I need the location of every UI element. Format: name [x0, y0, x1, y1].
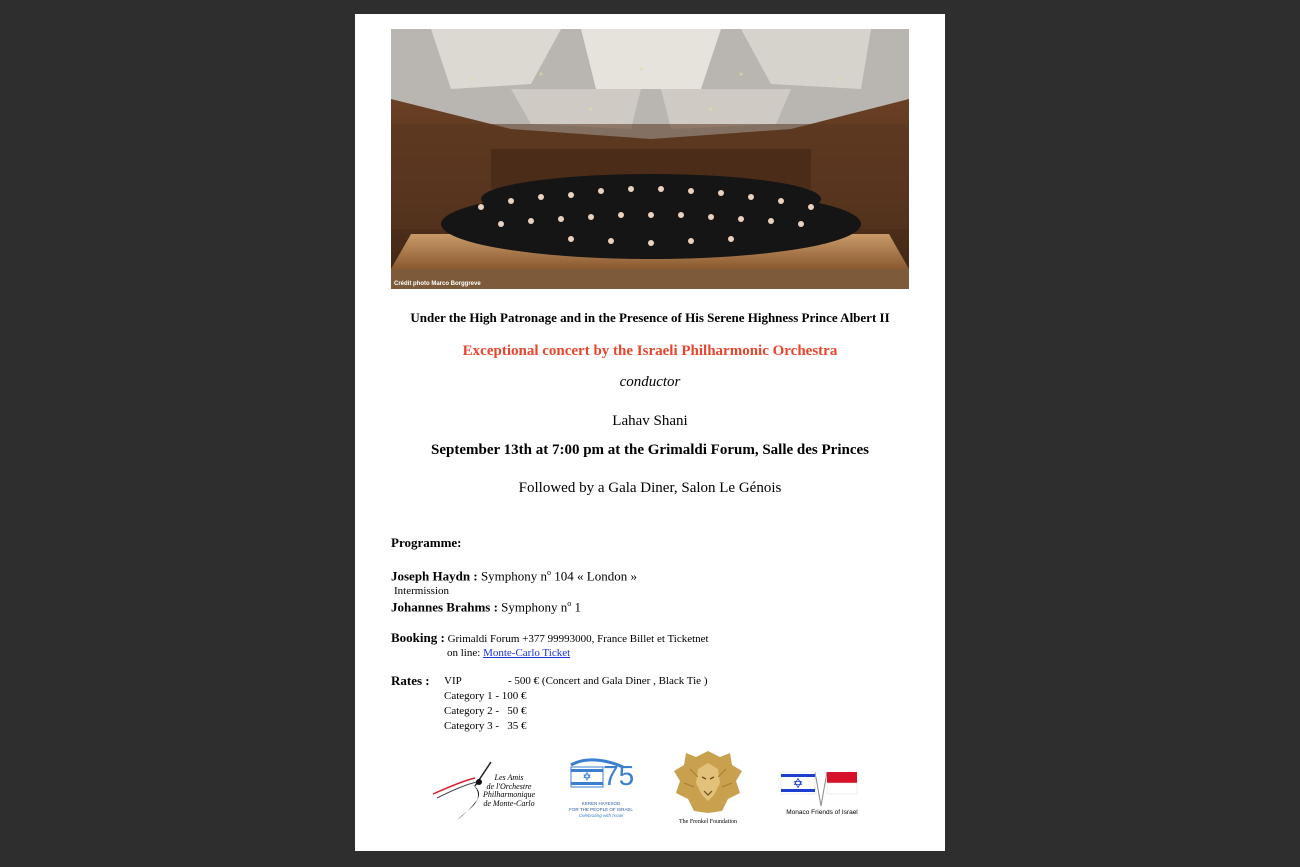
keren-line2: FOR THE PEOPLE OF ISRAEL — [569, 807, 633, 812]
rate-category-3: Category 3 - 35 € — [444, 720, 527, 732]
booking-line — [391, 630, 709, 646]
orchestra-photo-image — [391, 29, 909, 289]
keren-75: 75 — [603, 760, 635, 791]
work-number-sup: o — [547, 568, 552, 577]
monaco-caption: Monaco Friends of Israel — [786, 809, 858, 816]
crossed-flags-icon — [775, 768, 869, 808]
frenkel-caption: The Frenkel Foundation — [679, 819, 737, 825]
online-label: on line: — [447, 647, 484, 659]
work-title: Symphony n — [477, 568, 548, 584]
amis-orchestre-logo — [431, 756, 535, 826]
booking-label: Booking : — [391, 630, 445, 645]
rates-heading: Rates : — [391, 673, 430, 688]
orchestra-photo — [391, 29, 909, 289]
date-location: September 13th at 7:00 pm at the Grimaldi Forum, Salle des Princes — [430, 442, 869, 458]
keren-hayesod-logo — [565, 757, 637, 823]
rate-category-2: Category 2 - 50 € — [444, 705, 527, 717]
amis-line1: Les Amis — [494, 773, 524, 782]
rate-vip-name: VIP — [444, 675, 462, 687]
photo-credit: Crédit photo Marco Borggreve — [394, 281, 481, 287]
work-number-sup: o — [567, 599, 572, 608]
conductor-name: Lahav Shani — [612, 413, 688, 429]
composer-name: Johannes Brahms : — [391, 599, 498, 615]
booking-text: Grimaldi Forum +377 99993000, France Billet et Ticketnet — [444, 633, 709, 645]
programme-item-brahms — [391, 599, 581, 615]
keren-line1: KEREN HAYESOD — [581, 801, 621, 806]
rate-vip-price: - 500 € (Concert and Gala Diner , Black Tie ) — [508, 675, 708, 687]
online-booking — [447, 647, 570, 659]
amis-line2: de l'Orchestre — [486, 781, 532, 791]
work-title: Symphony n — [497, 599, 568, 615]
keren-line3: Celebrating with Israel — [578, 813, 624, 818]
programme-item-haydn — [391, 568, 637, 584]
intermission-label: Intermission — [394, 585, 449, 597]
lion-icon — [670, 749, 746, 815]
monaco-friends-logo — [775, 768, 869, 820]
gala-dinner-line: Followed by a Gala Diner, Salon Le Génois — [518, 480, 782, 496]
patronage-line: Under the High Patronage and in the Presence of His Serene Highness Prince Albert II — [410, 310, 890, 325]
flyer-page — [355, 14, 945, 851]
work-title-tail: 1 — [571, 599, 582, 615]
work-title-tail: 104 « London » — [551, 568, 637, 584]
composer-name: Joseph Haydn : — [391, 568, 478, 584]
rate-category-1: Category 1 - 100 € — [444, 690, 527, 702]
programme-heading: Programme: — [391, 535, 462, 550]
conductor-role: conductor — [619, 374, 681, 390]
concert-headline: Exceptional concert by the Israeli Philharmonic Orchestra — [462, 343, 838, 359]
amis-line3: Philharmonique — [483, 790, 535, 799]
amis-line4: de Monte-Carlo — [483, 798, 535, 808]
monte-carlo-ticket-link[interactable]: Monte-Carlo Ticket — [483, 647, 571, 659]
frenkel-foundation-logo — [670, 749, 746, 829]
